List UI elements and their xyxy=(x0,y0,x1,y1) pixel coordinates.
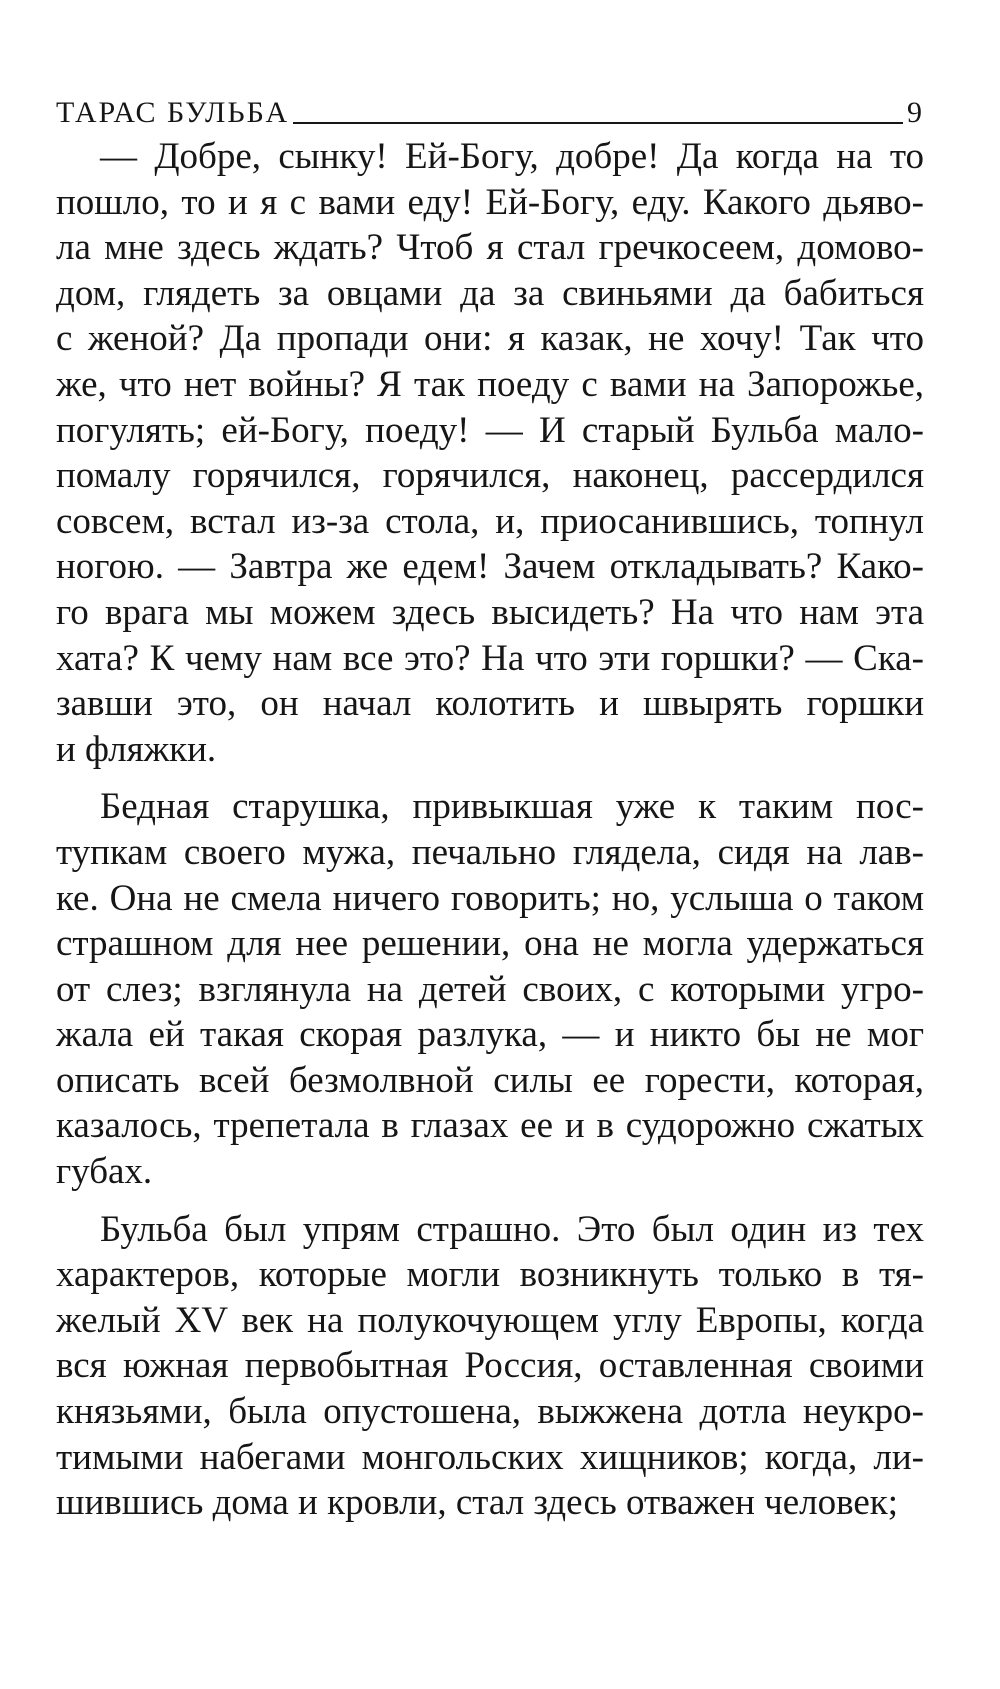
text-line: казалось, трепетала в глазах ее и в судорожно сжатых xyxy=(56,1105,924,1147)
text-line: погулять; ей-Богу, поеду! — И старый Бульба мало- xyxy=(56,409,924,451)
running-title: ТАРАС БУЛЬБА xyxy=(56,96,290,129)
text-line: вся южная первобытная Россия, оставленная своими xyxy=(56,1345,924,1387)
text-line: же, что нет войны? Я так поеду с вами на Запорожье, xyxy=(56,363,924,405)
text-line: дом, глядеть за овцами да за свиньями да бабиться xyxy=(56,272,924,314)
text-line: совсем, встал из-за стола, и, приосанившись, топнул xyxy=(56,500,924,542)
text-line: Бедная старушка, привыкшая уже к таким пос- xyxy=(100,786,924,828)
text-line: описать всей безмолвной силы ее горести, которая, xyxy=(56,1059,924,1101)
text-line: тимыми набегами монгольских хищников; когда, ли- xyxy=(56,1436,924,1478)
body-text xyxy=(56,134,924,1526)
text-line: Бульба был упрям страшно. Это был один из тех xyxy=(100,1208,924,1250)
paragraph xyxy=(56,1207,924,1526)
text-line: от слез; взглянула на детей своих, с которыми угро- xyxy=(56,968,924,1010)
text-line: и фляжки. xyxy=(56,728,217,770)
text-line: помалу горячился, горячился, наконец, рассердился xyxy=(56,455,924,497)
text-line: князьями, была опустошена, выжжена дотла неукро- xyxy=(56,1391,924,1433)
book-page xyxy=(56,84,924,1538)
running-head xyxy=(56,84,924,128)
text-line: ла мне здесь ждать? Чтоб я стал гречкосеем, домово- xyxy=(56,227,924,269)
text-line: губах. xyxy=(56,1151,153,1193)
header-rule xyxy=(293,122,903,124)
text-line: завши это, он начал колотить и швырять горшки xyxy=(56,683,924,725)
text-line: с женой? Да пропади они: я казак, не хочу! Так что xyxy=(56,318,924,360)
text-line: ке. Она не смела ничего говорить; но, услыша о таком xyxy=(56,877,924,919)
text-line: го врага мы можем здесь высидеть? На что нам эта xyxy=(56,591,924,633)
paragraph xyxy=(56,784,924,1194)
text-line: ногою. — Завтра же едем! Зачем откладывать? Како- xyxy=(56,546,924,588)
text-line: страшном для нее решении, она не могла удержаться xyxy=(56,923,924,965)
text-line: — Добре, сынку! Ей-Богу, добре! Да когда на то xyxy=(100,136,924,177)
page-number: 9 xyxy=(907,96,924,129)
text-line: тупкам своего мужа, печально глядела, сидя на лав- xyxy=(56,831,924,873)
text-line: желый XV век на полукочующем углу Европы, когда xyxy=(56,1299,924,1341)
text-line: пошло, то и я с вами еду! Ей-Богу, еду. Какого дьяво- xyxy=(56,181,924,223)
text-line: жала ей такая скорая разлука, — и никто бы не мог xyxy=(56,1014,924,1056)
paragraph xyxy=(56,134,924,772)
text-line: хата? К чему нам все это? На что эти горшки? — Ска- xyxy=(56,637,924,679)
text-line: характеров, которые могли возникнуть только в тя- xyxy=(56,1254,924,1296)
text-line: шившись дома и кровли, стал здесь отважен человек; xyxy=(56,1482,899,1524)
